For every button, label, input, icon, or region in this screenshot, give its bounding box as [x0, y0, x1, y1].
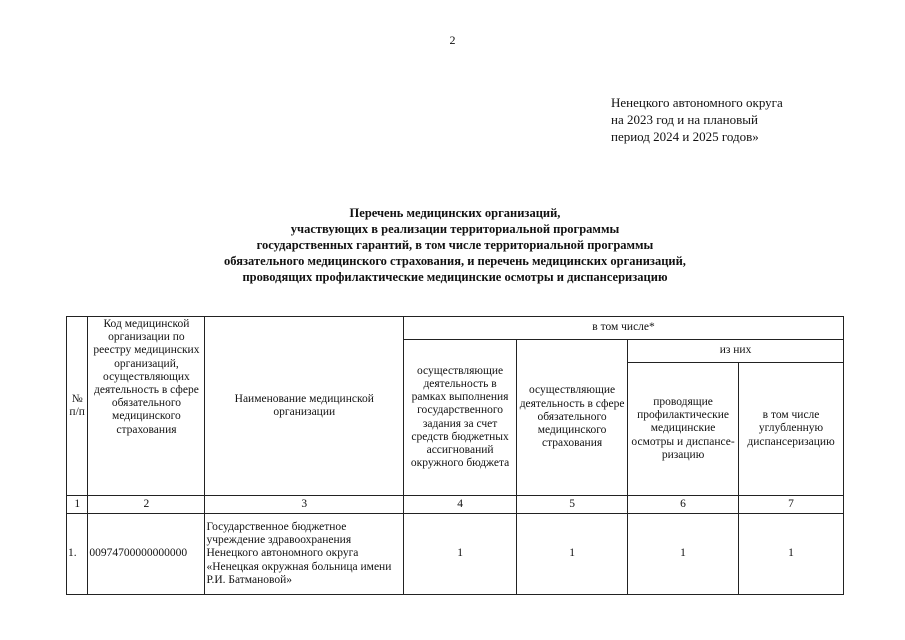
header-code: Код медицинской организации по реестру медицинских организаций, осуществляющих деятельность в сфере обязательного медицинского страхования	[88, 317, 205, 496]
header-prophylactic: проводящие профилактические медицинские осмотры и диспансе-ризацию	[628, 363, 739, 496]
header-of-them: из них	[628, 340, 844, 363]
table-row	[67, 514, 844, 595]
header-including: в том числе*	[404, 317, 844, 340]
title-line: Перечень медицинских организаций,	[349, 206, 561, 220]
column-number: 7	[739, 496, 844, 514]
column-number: 3	[205, 496, 404, 514]
column-number: 5	[517, 496, 628, 514]
column-number-row	[67, 496, 844, 514]
title-line: участвующих в реализации территориальной программы	[290, 222, 620, 236]
header-in-depth: в том числе углубленную диспансеризацию	[739, 363, 844, 496]
header-line: период 2024 и 2025 годов»	[611, 129, 759, 144]
header-line: на 2023 год и на плановый	[611, 112, 758, 127]
document-title	[40, 205, 870, 285]
page-number: 2	[449, 33, 456, 47]
header-oms: осуществляющие деятельность в сфере обязательного медицинского страхования	[517, 340, 628, 496]
header-name: Наименование медицинской организации	[205, 317, 404, 496]
title-line: проводящих профилактические медицинские осмотры и диспансеризацию	[242, 270, 668, 284]
cell-budget: 1	[404, 514, 517, 595]
header-num: № п/п	[67, 317, 88, 496]
column-number: 4	[404, 496, 517, 514]
header-row	[67, 317, 844, 340]
column-number: 1	[67, 496, 88, 514]
organizations-table	[66, 316, 844, 595]
cell-name: Государственное бюджетное учреждение здравоохранения Ненецкого автономного округа «Ненецкая окружная больница имени Р.И. Батмановой»	[205, 514, 404, 595]
column-number: 2	[88, 496, 205, 514]
cell-num: 1.	[67, 514, 88, 595]
header-budget: осуществляющие деятельность в рамках выполнения государственного задания за счет средств бюджетных ассигнований окружного бюджета	[404, 340, 517, 496]
cell-prophylactic: 1	[628, 514, 739, 595]
cell-code: 00974700000000000	[88, 514, 205, 595]
header-line: Ненецкого автономного округа	[611, 95, 783, 110]
header-continuation	[611, 94, 891, 145]
title-line: обязательного медицинского страхования, и перечень медицинских организаций,	[224, 254, 686, 268]
cell-in-depth: 1	[739, 514, 844, 595]
title-line: государственных гарантий, в том числе территориальной программы	[256, 238, 654, 252]
column-number: 6	[628, 496, 739, 514]
cell-oms: 1	[517, 514, 628, 595]
